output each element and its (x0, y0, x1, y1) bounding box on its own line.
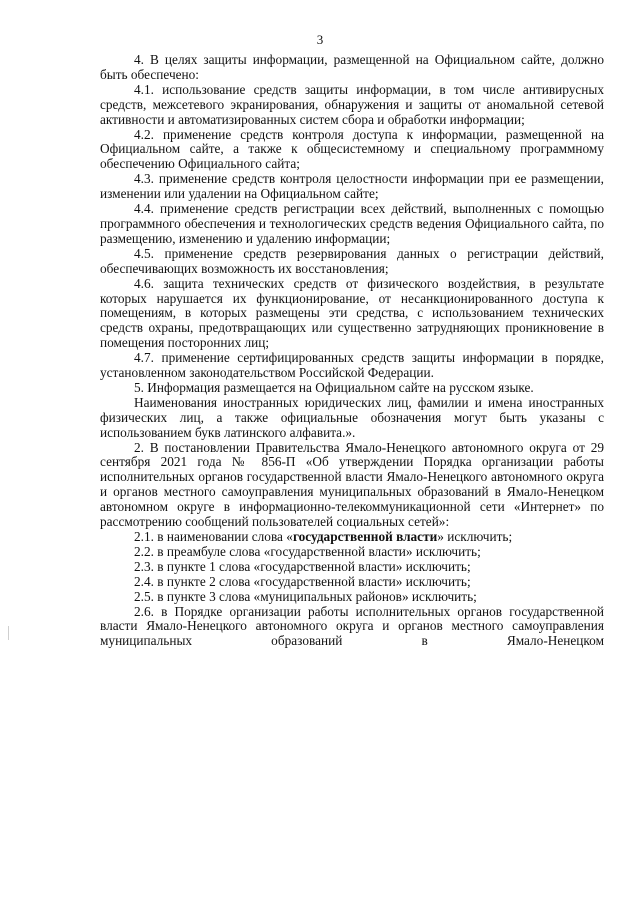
scan-artifact-mark (8, 626, 9, 640)
paragraph-4-4: 4.4. применение средств регистрации всех действий, выполненных с помощью программного обеспечения и технологических средств ведения Официального сайта, по размещению, изменению и удалению информации; (100, 201, 604, 246)
item-2-4: 2.4. в пункте 2 слова «государственной власти» исключить; (134, 573, 471, 589)
page-number: 3 (316, 32, 324, 47)
item-2-1-before: 2.1. в наименовании слова « (134, 529, 293, 544)
paragraph-4-7: 4.7. применение сертифицированных средств защиты информации в порядке, установленном законодательством Российской Федерации. (100, 350, 604, 381)
item-2-1 (100, 530, 604, 545)
paragraph-5-names: Наименования иностранных юридических лиц, фамилии и имена иностранных физических лиц, а также официальные обозначения могут быть указаны с использованием букв латинского алфавита.». (100, 394, 604, 440)
paragraph-4-6: 4.6. защита технических средств от физического воздействия, в результате которых нарушается их функционирование, от несанкционированного доступа к помещениям, в которых размещены эти средства, с использованием технических средств охраны, предотвращающих или существенно затрудняющих проникновение в помещения посторонних лиц; (100, 275, 604, 351)
paragraph-4-5: 4.5. применение средств резервирования данных о регистрации действий, обеспечивающих возможность их восстановления; (100, 245, 604, 276)
item-2-6: 2.6. в Порядке организации работы исполнительных органов государственной власти Ямало-Ненецкого автономного округа и органов местного самоуправления муниципальных образований в Ямало-Ненецком (100, 603, 604, 649)
paragraph-4: 4. В целях защиты информации, размещенной на Официальном сайте, должно быть обеспечено: (100, 52, 604, 82)
paragraph-5: 5. Информация размещается на Официальном сайте на русском языке. (134, 379, 534, 395)
item-2-3: 2.3. в пункте 1 слова «государственной власти» исключить; (134, 558, 471, 574)
item-2-1-bold: государственной власти (292, 529, 438, 544)
item-2-5: 2.5. в пункте 3 слова «муниципальных районов» исключить; (134, 588, 477, 604)
paragraph-4-1: 4.1. использование средств защиты информации, в том числе антивирусных средств, межсетевого экранирования, обнаружения и защиты от аномальной сетевой активности и автоматизированных систем сбора и обработки информации; (100, 81, 604, 127)
item-2-2: 2.2. в преамбуле слова «государственной власти» исключить; (134, 543, 481, 559)
paragraph-2-resolution: 2. В постановлении Правительства Ямало-Ненецкого автономного округа от 29 сентября 2021 года № 856-П «Об утверждении Порядка организации работы исполнительных органов государственной власти Ямало-Ненецкого автономного округа и органов местного самоуправления муниципальных образований в Ямало-Ненецком автономном округе в информационно-телекоммуникационной сети «Интернет» по рассмотрению сообщений пользователей социальных сетей»: (100, 439, 604, 530)
paragraph-4-2: 4.2. применение средств контроля доступа к информации, размещенной на Официальном сайте, а также к общесистемному и специальному программному обеспечению Официального сайта; (100, 126, 604, 172)
item-2-1-after: » исключить; (437, 529, 513, 544)
document-body (100, 53, 604, 649)
paragraph-4-3: 4.3. применение средств контроля целостности информации при ее размещении, изменении или удалении на Официальном сайте; (100, 171, 604, 202)
